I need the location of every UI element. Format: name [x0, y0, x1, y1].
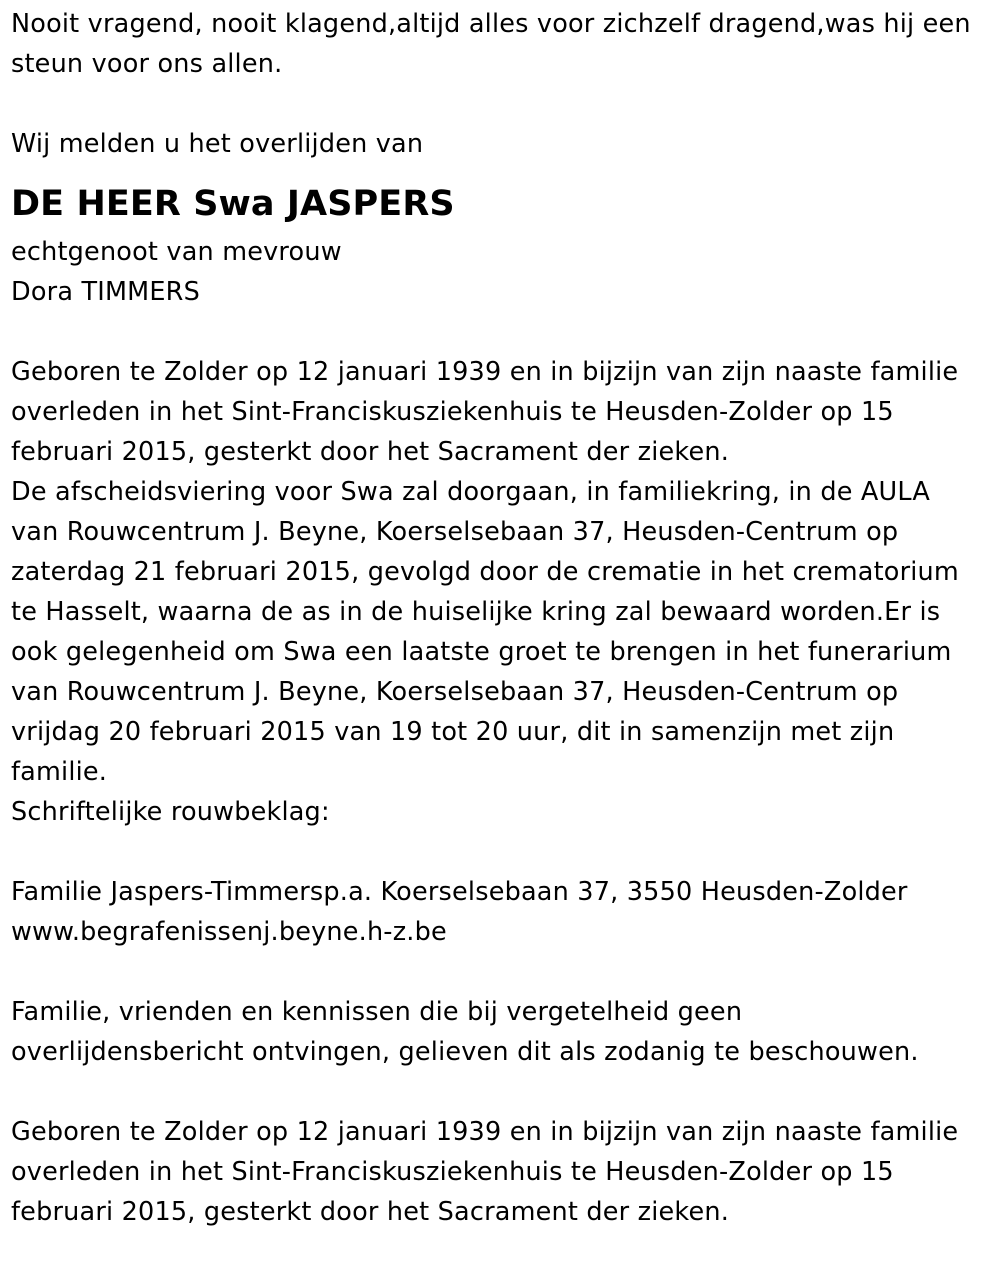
spacer: [11, 832, 991, 872]
spacer: [11, 84, 991, 124]
body-line: ook gelegenheid om Swa een laatste groet te brengen in het funerarium: [11, 637, 952, 667]
spacer: [11, 1072, 991, 1112]
intro-line-2: steun voor ons allen.: [11, 49, 283, 79]
spacer: [11, 952, 991, 992]
repeat-line: februari 2015, gesterkt door het Sacrament der zieken.: [11, 1197, 730, 1227]
body-line: van Rouwcentrum J. Beyne, Koerselsebaan 37, Heusden-Centrum op: [11, 677, 899, 707]
repeat-paragraph: [11, 1112, 991, 1232]
body-line: van Rouwcentrum J. Beyne, Koerselsebaan 37, Heusden-Centrum op: [11, 517, 899, 547]
relation-line-1: echtgenoot van mevrouw: [11, 237, 342, 267]
repeat-line: Geboren te Zolder op 12 januari 1939 en in bijzijn van zijn naaste familie: [11, 1117, 959, 1147]
relation-line-2: Dora TIMMERS: [11, 277, 200, 307]
obituary-document: [11, 4, 991, 1232]
body-line: overleden in het Sint-Franciskusziekenhuis te Heusden-Zolder op 15: [11, 397, 894, 427]
body-line: familie.: [11, 757, 108, 787]
spacer: [11, 312, 991, 352]
notice-line-1: Familie, vrienden en kennissen die bij vergetelheid geen: [11, 997, 743, 1027]
body-line: Schriftelijke rouwbeklag:: [11, 797, 330, 827]
body-line: vrijdag 20 februari 2015 van 19 tot 20 uur, dit in samenzijn met zijn: [11, 717, 895, 747]
deceased-name: DE HEER Swa JASPERS: [11, 184, 455, 224]
body-line: Geboren te Zolder op 12 januari 1939 en in bijzijn van zijn naaste familie: [11, 357, 959, 387]
announcement-text: Wij melden u het overlijden van: [11, 129, 424, 159]
notice-line-2: overlijdensbericht ontvingen, gelieven dit als zodanig te beschouwen.: [11, 1037, 919, 1067]
contact-website: www.begrafenissenj.beyne.h-z.be: [11, 917, 447, 947]
body-line: zaterdag 21 februari 2015, gevolgd door de crematie in het crematorium: [11, 557, 959, 587]
body-paragraph: [11, 352, 991, 832]
body-line: te Hasselt, waarna de as in de huiselijke kring zal bewaard worden.Er is: [11, 597, 941, 627]
body-line: februari 2015, gesterkt door het Sacrament der zieken.: [11, 437, 730, 467]
body-line: De afscheidsviering voor Swa zal doorgaan, in familiekring, in de AULA: [11, 477, 931, 507]
contact-address: Familie Jaspers-Timmersp.a. Koerselsebaan 37, 3550 Heusden-Zolder: [11, 877, 908, 907]
repeat-line: overleden in het Sint-Franciskusziekenhuis te Heusden-Zolder op 15: [11, 1157, 894, 1187]
intro-line-1: Nooit vragend, nooit klagend,altijd alles voor zichzelf dragend,was hij een: [11, 9, 971, 39]
